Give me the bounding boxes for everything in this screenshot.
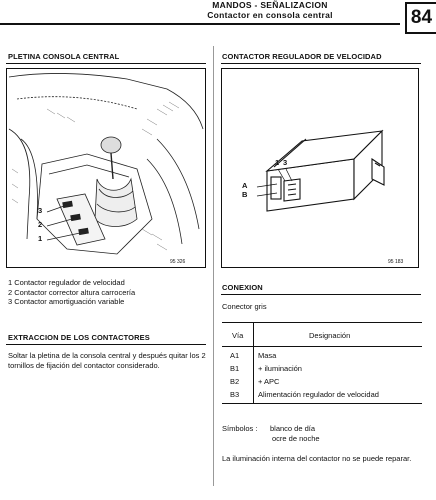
legend-item: 2 Contactor corrector altura carrocería <box>8 287 136 297</box>
section-title-pletina: PLETINA CONSOLA CENTRAL <box>8 52 120 61</box>
simbolos-label: Símbolos : <box>222 424 258 433</box>
label-a: A <box>242 181 248 190</box>
header-title-line2: Contactor en consola central <box>207 10 333 20</box>
table-cell-via: B3 <box>230 390 240 399</box>
callout-1: 1 <box>38 234 43 243</box>
console-illustration <box>7 69 204 266</box>
contactor-figure <box>221 68 419 268</box>
table-cell-designacion: Masa <box>258 351 277 360</box>
callout-2: 2 <box>38 220 43 229</box>
figure-ref-right: 95 183 <box>388 259 404 265</box>
table-header-designacion: Designación <box>309 331 351 340</box>
label-3: 3 <box>283 158 288 167</box>
table-cell-designacion: + APC <box>258 377 280 386</box>
section-underline <box>6 63 206 64</box>
simbolos-value-1: blanco de día <box>270 424 316 433</box>
simbolos-value-2: ocre de noche <box>272 434 320 443</box>
legend-item: 1 Contactor regulador de velocidad <box>8 278 125 287</box>
header-title-line1: MANDOS - SEÑALIZACION <box>212 0 328 10</box>
callout-3: 3 <box>38 206 43 215</box>
header-title <box>140 0 400 20</box>
section-title-conexion: CONEXION <box>222 283 263 292</box>
table-cell-via: A1 <box>230 351 240 360</box>
page-number: 84 <box>405 2 436 34</box>
table-top-rule <box>222 322 422 323</box>
legend-list <box>8 278 208 307</box>
console-figure <box>6 68 206 268</box>
table-cell-designacion: + iluminación <box>258 364 302 373</box>
table-cell-designacion: Alimentación regulador de velocidad <box>258 390 379 399</box>
table-cell-via: B1 <box>230 364 240 373</box>
table-column-divider <box>253 322 254 404</box>
header-divider <box>0 23 400 25</box>
table-cell-via: B2 <box>230 377 240 386</box>
legend-item: 3 Contactor amortiguación variable <box>8 297 125 307</box>
extraction-text: Soltar la pletina de la consola central y después quitar los 2 tornillos de fijación del contactor considerado. <box>8 351 206 370</box>
column-separator <box>213 46 214 486</box>
figure-ref-left: 95 326 <box>170 259 186 265</box>
section-title-extraccion: EXTRACCION DE LOS CONTACTORES <box>8 333 150 342</box>
table-header-rule <box>222 346 422 347</box>
table-bottom-rule <box>222 403 422 404</box>
section-title-contactor: CONTACTOR REGULADOR DE VELOCIDAD <box>222 52 382 61</box>
table-header-via: Vía <box>232 331 244 340</box>
connector-label: Conector gris <box>222 302 267 311</box>
section-underline <box>221 294 421 295</box>
label-b: B <box>242 190 248 199</box>
repair-note: La iluminación interna del contactor no se puede reparar. <box>222 454 412 463</box>
section-underline <box>221 63 421 64</box>
contactor-illustration <box>222 69 417 266</box>
section-underline <box>6 344 206 345</box>
label-1: 1 <box>275 158 280 167</box>
